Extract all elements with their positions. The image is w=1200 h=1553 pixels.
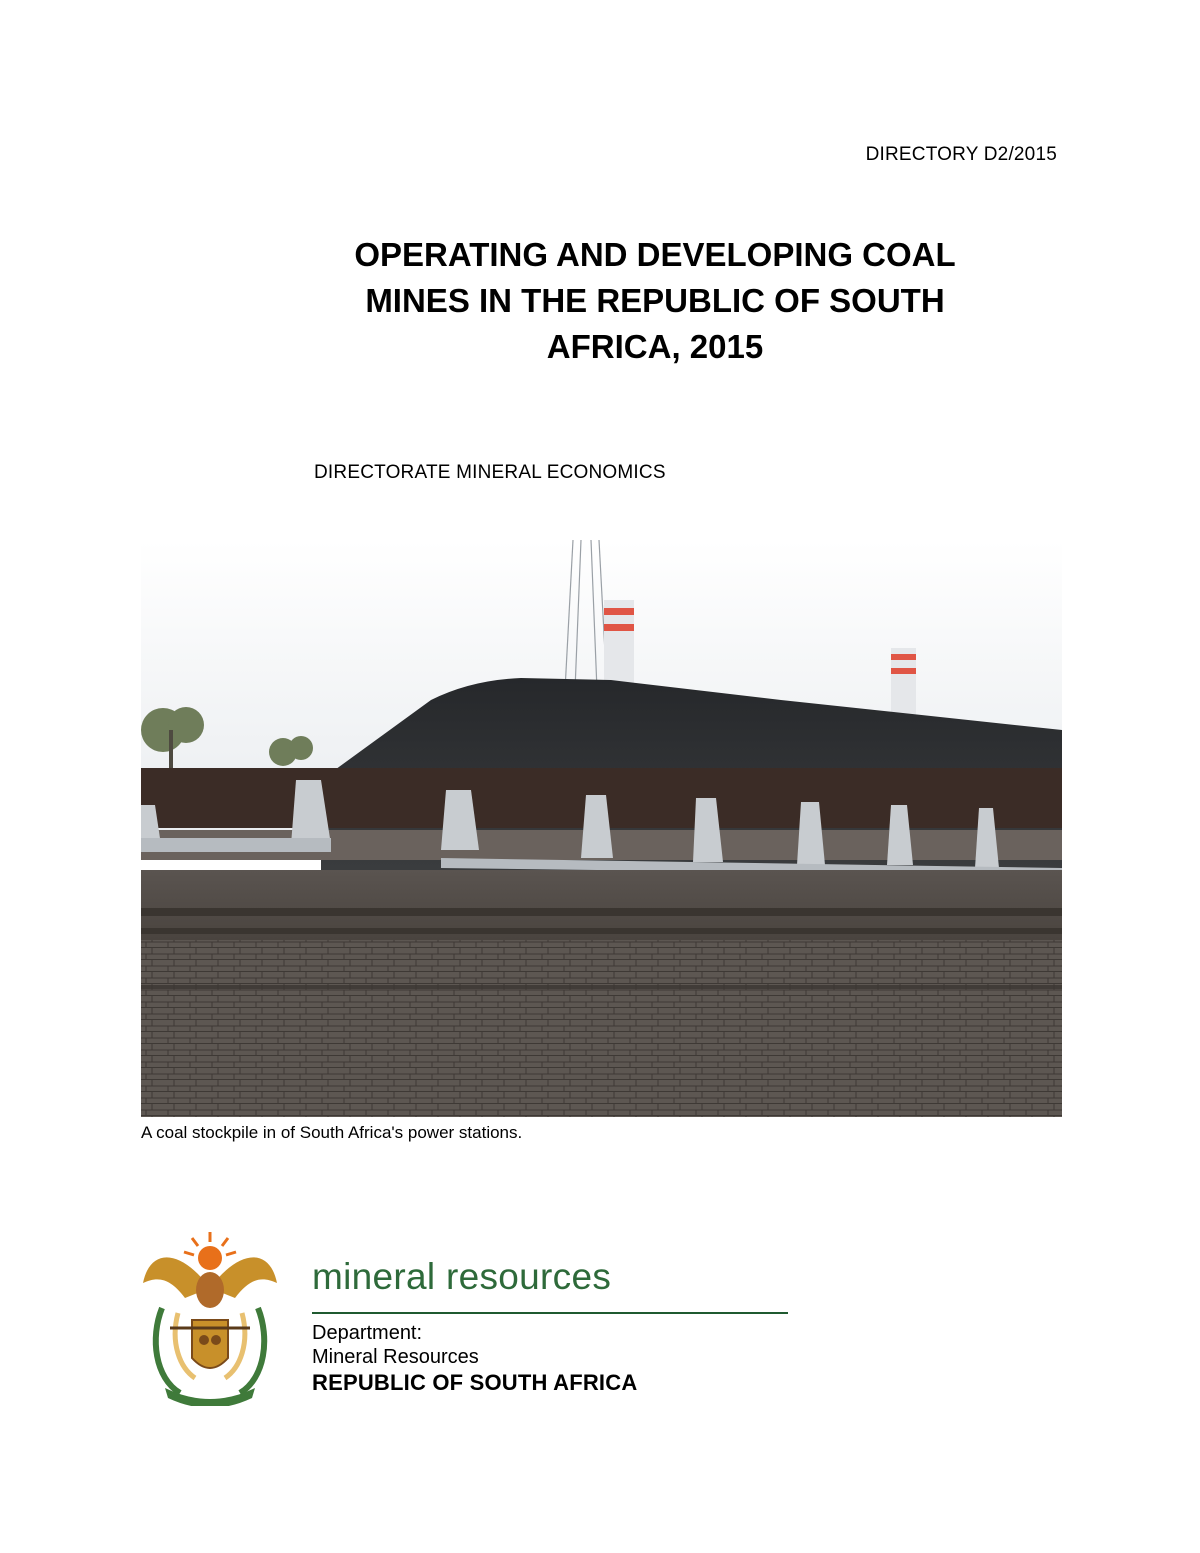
title-line-2: MINES IN THE REPUBLIC OF SOUTH bbox=[365, 282, 945, 319]
department-name: Mineral Resources bbox=[312, 1346, 479, 1368]
directorate-name: DIRECTORATE MINERAL ECONOMICS bbox=[314, 462, 666, 483]
department-logo bbox=[140, 1228, 660, 1408]
coal-stockpile-photo bbox=[141, 540, 1062, 1117]
coat-of-arms-icon bbox=[140, 1228, 280, 1406]
wordmark-divider bbox=[312, 1312, 788, 1314]
title-line-1: OPERATING AND DEVELOPING COAL bbox=[354, 236, 956, 273]
country-name: REPUBLIC OF SOUTH AFRICA bbox=[312, 1370, 638, 1395]
document-title bbox=[300, 232, 1010, 370]
photo-caption: A coal stockpile in of South Africa's power stations. bbox=[141, 1123, 523, 1142]
directory-code: DIRECTORY D2/2015 bbox=[865, 144, 1057, 165]
wordmark: mineral resources bbox=[312, 1256, 612, 1297]
department-label: Department: bbox=[312, 1322, 423, 1344]
title-line-3: AFRICA, 2015 bbox=[546, 328, 764, 365]
